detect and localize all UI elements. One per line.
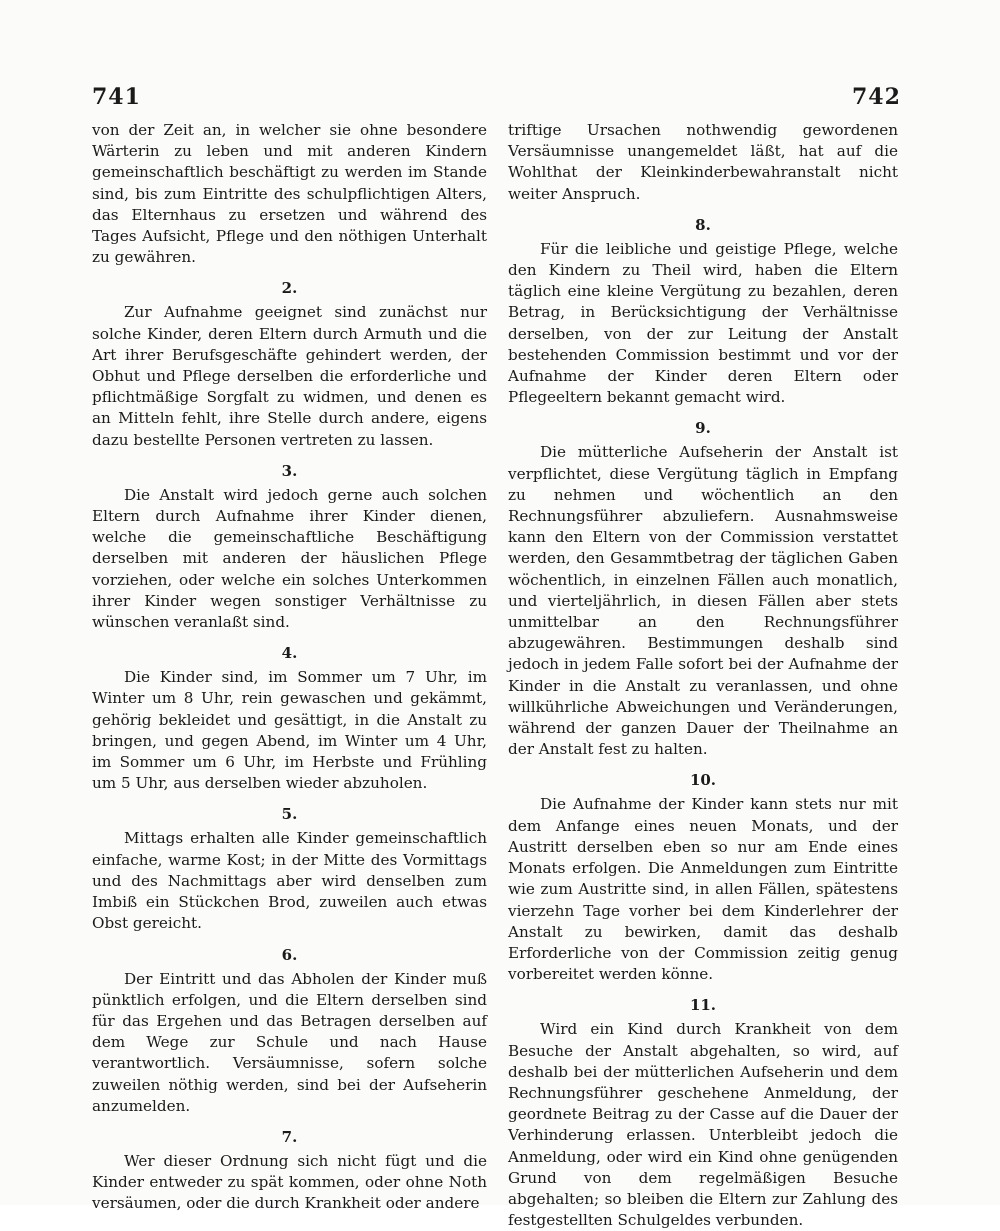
section-number-8: 8. — [695, 215, 711, 234]
paragraph-10: Die Aufnahme der Kinder kann stets nur mit dem Anfange eines neuen Monats, und der Austritt derselben eben so nur am Ende eines Monats erfolgen. Die Anmeldungen zum Eintritte wie zum Austritte sind, in allen Fällen, spätestens vierzehn Tage vorher bei dem Kinderlehrer der Anstalt zu bewirken, damit das deshalb Erforderliche von der Commission zeitig genug vorbereitet werden könne. — [508, 795, 898, 984]
section-number-2: 2. — [281, 279, 298, 298]
section-number-10: 10. — [689, 771, 717, 790]
section-number-7: 7. — [281, 1127, 298, 1146]
paragraph-11: Wird ein Kind durch Krankheit von dem Besuche der Anstalt abgehalten, so wird, auf deshalb bei der mütterlichen Aufseherin und dem Rechnungsführer geschehene Anmeldung, der geordnete Beitrag zu der Casse auf die Dauer der Verhinderung erlassen. Unterbleibt jedoch die Anmeldung, oder wird ein Kind ohne genügenden Grund von dem regelmäßigen Besuche abgehalten; so bleiben die Eltern zur Zahlung des festgestellten Schulgeldes verbunden. — [508, 1020, 898, 1230]
paragraph-3: Die Anstalt wird jedoch gerne auch solchen Eltern durch Aufnahme ihrer Kinder dienen, welche die gemeinschaftliche Beschäftigung derselben mit anderen der häuslichen Pflege vorziehen, oder welche ein solches Unterkommen ihrer Kinder wegen sonstiger Verhältnisse zu wünschen veranlaßt sind. — [92, 485, 487, 632]
page-number-right: 742 — [852, 84, 901, 110]
paragraph-2: Zur Aufnahme geeignet sind zunächst nur solche Kinder, deren Eltern durch Armuth und die Art ihrer Berufsgeschäfte gehindert werden, der Obhut und Pflege derselben die erforderliche und pflichtmäßige Sorgfalt zu widmen, und denen es an Mitteln fehlt, ihre Stelle durch andere, eigens dazu bestellte Personen vertreten zu lassen. — [92, 303, 487, 449]
paragraph-8: Für die leibliche und geistige Pflege, welche den Kindern zu Theil wird, haben die Eltern täglich eine kleine Vergütung zu bezahlen, deren Betrag, in Berücksichtigung der Verhältnisse derselben, von der zur Leitung der Anstalt bestehenden Commission bestimmt und vor der Aufnahme der Kinder deren Eltern oder Pflegeeltern bekannt gemacht wird. — [508, 239, 898, 407]
paragraph-7-continued: triftige Ursachen nothwendig gewordenen Versäumnisse unangemeldet läßt, hat auf die Wohlthat der Kleinkinderbewahranstalt nicht weiter Anspruch. — [508, 121, 898, 203]
paragraph-1-continued: von der Zeit an, in welcher sie ohne besondere Wärterin zu leben und mit anderen Kindern gemeinschaftlich beschäftigt zu werden im Stande sind, bis zum Eintritte des schulpflichtigen Alters, das Elternhaus zu ersetzen und während des Tages Aufsicht, Pflege und den nöthigen Unterhalt zu gewähren. — [92, 121, 487, 267]
left-column — [92, 120, 487, 1215]
paragraph-5: Mittags erhalten alle Kinder gemeinschaftlich einfache, warme Kost; in der Mitte des Vormittags und des Nachmittags aber wird denselben zum Imbiß ein Stückchen Brod, zuweilen auch etwas Obst gereicht. — [92, 829, 487, 933]
section-number-3: 3. — [281, 461, 298, 480]
page-number-left: 741 — [92, 84, 141, 110]
section-number-4: 4. — [281, 644, 298, 663]
paragraph-7: Wer dieser Ordnung sich nicht fügt und die Kinder entweder zu spät kommen, oder ohne Noth versäumen, oder die durch Krankheit oder andere — [92, 1151, 487, 1213]
right-column — [508, 120, 898, 1231]
paragraph-4: Die Kinder sind, im Sommer um 7 Uhr, im Winter um 8 Uhr, rein gewaschen und gekämmt, gehörig bekleidet und gesättigt, in die Anstalt zu bringen, und gegen Abend, im Winter um 4 Uhr, im Sommer um 6 Uhr, im Herbste und Frühling um 5 Uhr, aus derselben wieder abzuholen. — [92, 668, 487, 793]
section-number-6: 6. — [281, 945, 298, 964]
paragraph-9: Die mütterliche Aufseherin der Anstalt ist verpflichtet, diese Vergütung täglich in Empfang zu nehmen und wöchentlich an den Rechnungsführer abzuliefern. Ausnahmsweise kann den Eltern von der Commission verstattet werden, den Gesammtbetrag der täglichen Gaben wöchentlich, in einzelnen Fällen auch monatlich, und vierteljährlich, in diesen Fällen aber stets unmittelbar an den Rechnungsführer abzugewähren. Bestimmungen deshalb sind jedoch in jedem Falle sofort bei der Aufnahme der Kinder in die Anstalt zu veranlassen, und ohne willkührliche Abweichungen und Veränderungen, während der ganzen Dauer der Theilnahme an der Anstalt fest zu halten. — [508, 443, 898, 759]
section-number-5: 5. — [281, 805, 298, 824]
section-number-11: 11. — [689, 996, 717, 1015]
paragraph-6: Der Eintritt und das Abholen der Kinder muß pünktlich erfolgen, und die Eltern derselben sind für das Ergehen und das Betragen derselben auf dem Wege zur Schule und nach Hause verantwortlich. Versäumnisse, sofern solche zuweilen nöthig werden, sind bei der Aufseherin anzumelden. — [92, 969, 487, 1115]
section-number-9: 9. — [695, 419, 711, 438]
